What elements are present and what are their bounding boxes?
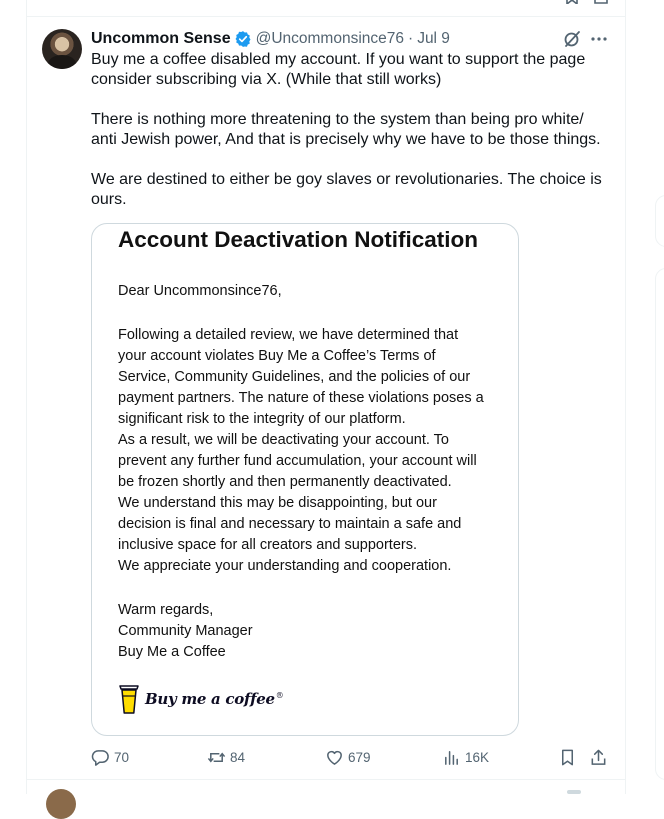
notice-line: Following a detailed review, we have determined that [118,327,459,343]
notice-title: Account Deactivation Notification [118,227,479,252]
next-post-grok-icon-partial [567,790,581,794]
avatar[interactable] [42,29,82,69]
timeline-right-border [625,0,626,794]
share-icon [589,748,608,767]
sidebar-card-edge [655,195,664,247]
closing-line: Buy Me a Coffee [118,644,226,660]
views-button[interactable] [442,746,489,768]
like-count: 679 [348,749,371,765]
notice-line: prevent any further fund accumulation, your account will [118,453,477,469]
bmc-logo-text [145,690,283,708]
coffee-cup-icon [118,683,140,715]
reply-icon [91,748,110,767]
notice-line: inclusive space for all creators and supporters. [118,537,418,553]
tweet-media-image[interactable] [91,223,519,736]
bookmark-button[interactable] [558,746,577,768]
sidebar-card-edge [655,268,664,780]
repost-count: 84 [230,749,246,765]
reply-button[interactable] [91,746,129,768]
buy-me-a-coffee-logo [118,682,283,716]
repost-icon [207,748,226,767]
notice-line: significant risk to the integrity of our platform. [118,411,406,427]
repost-button[interactable] [207,746,245,768]
tweet-paragraph: Buy me a coffee disabled my account. If you want to support the page consider subscribing via X. (While that still works) [91,51,586,88]
post-divider [26,16,626,17]
bmc-logo-wordmark: Buy me a coffee [145,690,275,708]
notice-line: As a result, we will be deactivating your account. To [118,432,449,448]
like-icon [325,748,344,767]
tweet-date[interactable]: Jul 9 [417,30,450,47]
notice-body [118,325,508,577]
tweet-text [91,50,611,210]
notice-line: decision is final and necessary to maintain a safe and [118,516,462,532]
closing-line: Community Manager [118,623,253,639]
post-divider [26,779,626,780]
verified-badge-icon[interactable] [234,30,252,48]
previous-post-actions-partial [0,0,664,6]
notice-line: We understand this may be disappointing, but our [118,495,437,511]
closing-line: Warm regards, [118,602,214,618]
reply-count: 70 [114,749,130,765]
notice-line: Service, Community Guidelines, and the policies of our [118,369,471,385]
header-separator: · [408,30,414,47]
views-icon [442,748,461,767]
registered-mark: ® [275,691,284,700]
notice-line: We appreciate your understanding and cooperation. [118,558,452,574]
more-icon[interactable] [590,36,608,42]
notice-greeting: Dear Uncommonsince76, [118,283,282,299]
share-button[interactable] [589,746,608,768]
view-count: 16K [465,749,490,765]
notice-line: payment partners. The nature of these violations poses a [118,390,484,406]
timeline-left-border [26,0,27,794]
tweet-paragraph: We are destined to either be goy slaves or revolutionaries. The choice is ours. [91,171,602,208]
tweet-actions [91,746,616,768]
bookmark-icon[interactable] [565,0,579,4]
tweet-header [91,29,450,49]
author-display-name[interactable]: Uncommon Sense [91,30,231,47]
bookmark-icon [558,748,577,767]
grok-icon[interactable] [563,30,581,48]
avatar-portrait [48,55,76,69]
like-button[interactable] [325,746,371,768]
tweet-paragraph: There is nothing more threatening to the system than being pro white/ anti Jewish power, And that is precisely why we have to be those things. [91,111,601,148]
notice-line: be frozen shortly and then permanently deactivated. [118,474,452,490]
share-icon[interactable] [594,0,608,4]
notice-closing [118,600,253,663]
notice-line: your account violates Buy Me a Coffee’s Terms of [118,348,436,364]
author-handle[interactable]: @Uncommonsince76 [255,30,405,47]
